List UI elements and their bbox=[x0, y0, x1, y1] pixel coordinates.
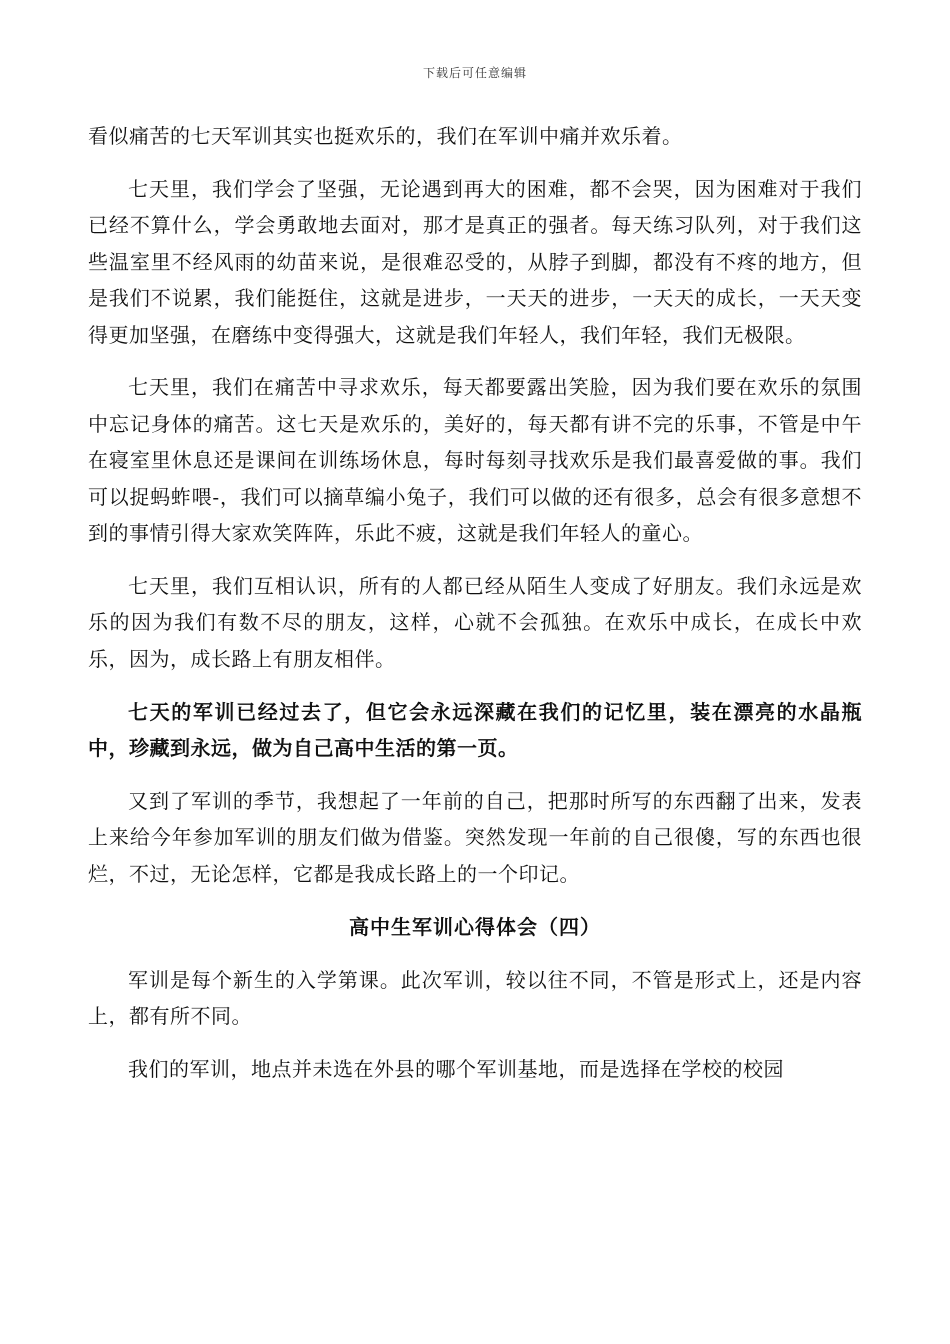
paragraph-reflection: 又到了军训的季节，我想起了一年前的自己，把那时所写的东西翻了出来，发表上来给今年参加军训的朋友们做为借鉴。突然发现一年前的自己很傻，写的东西也很烂，不过，无论怎样，它都是我成长路上的一个印记。 bbox=[88, 789, 862, 886]
document-body bbox=[88, 118, 862, 1104]
paragraph-memory: 七天的军训已经过去了，但它会永远深藏在我们的记忆里，装在漂亮的水晶瓶中，珍藏到永远，做为自己高中生活的第一页。 bbox=[88, 699, 862, 761]
page-header: 下载后可任意编辑 bbox=[422, 66, 527, 80]
section-heading: 高中生军训心得体会（四） bbox=[349, 914, 601, 939]
paragraph-friends: 七天里，我们互相认识，所有的人都已经从陌生人变成了好朋友。我们永远是欢乐的因为我们有数不尽的朋友，这样，心就不会孤独。在欢乐中成长，在成长中欢乐，因为，成长路上有朋友相伴。 bbox=[88, 573, 862, 671]
paragraph-location: 我们的军训，地点并未选在外县的哪个军训基地，而是选择在学校的校园 bbox=[128, 1056, 784, 1081]
paragraph-first-lesson: 军训是每个新生的入学第课。此次军训，较以往不同，不管是形式上，还是内容上，都有所不同。 bbox=[88, 967, 862, 1029]
paragraph-intro: 看似痛苦的七天军训其实也挺欢乐的，我们在军训中痛并欢乐着。 bbox=[88, 124, 683, 148]
paragraph-joy: 七天里，我们在痛苦中寻求欢乐，每天都要露出笑脸，因为我们要在欢乐的氛围中忘记身体的痛苦。这七天是欢乐的，美好的，每天都有讲不完的乐事，不管是中午在寝室里休息还是课间在训练场休息，每时每刻寻找欢乐是我们最喜爱做的事。我们可以捉蚂蚱喂-，我们可以摘草编小兔子，我们可以做的还有很多，总会有很多意想不到的事情引得大家欢笑阵阵，乐此不疲，这就是我们年轻人的童心。 bbox=[88, 375, 862, 546]
paragraph-strength: 七天里，我们学会了坚强，无论遇到再大的困难，都不会哭，因为困难对于我们已经不算什么，学会勇敢地去面对，那才是真正的强者。每天练习队列，对于我们这些温室里不经风雨的幼苗来说，是很难忍受的，从脖子到脚，都没有不疼的地方，但是我们不说累，我们能挺住，这就是进步，一天天的进步，一天天的成长，一天天变得更加坚强，在磨练中变得强大，这就是我们年轻人，我们年轻，我们无极限。 bbox=[88, 176, 862, 347]
